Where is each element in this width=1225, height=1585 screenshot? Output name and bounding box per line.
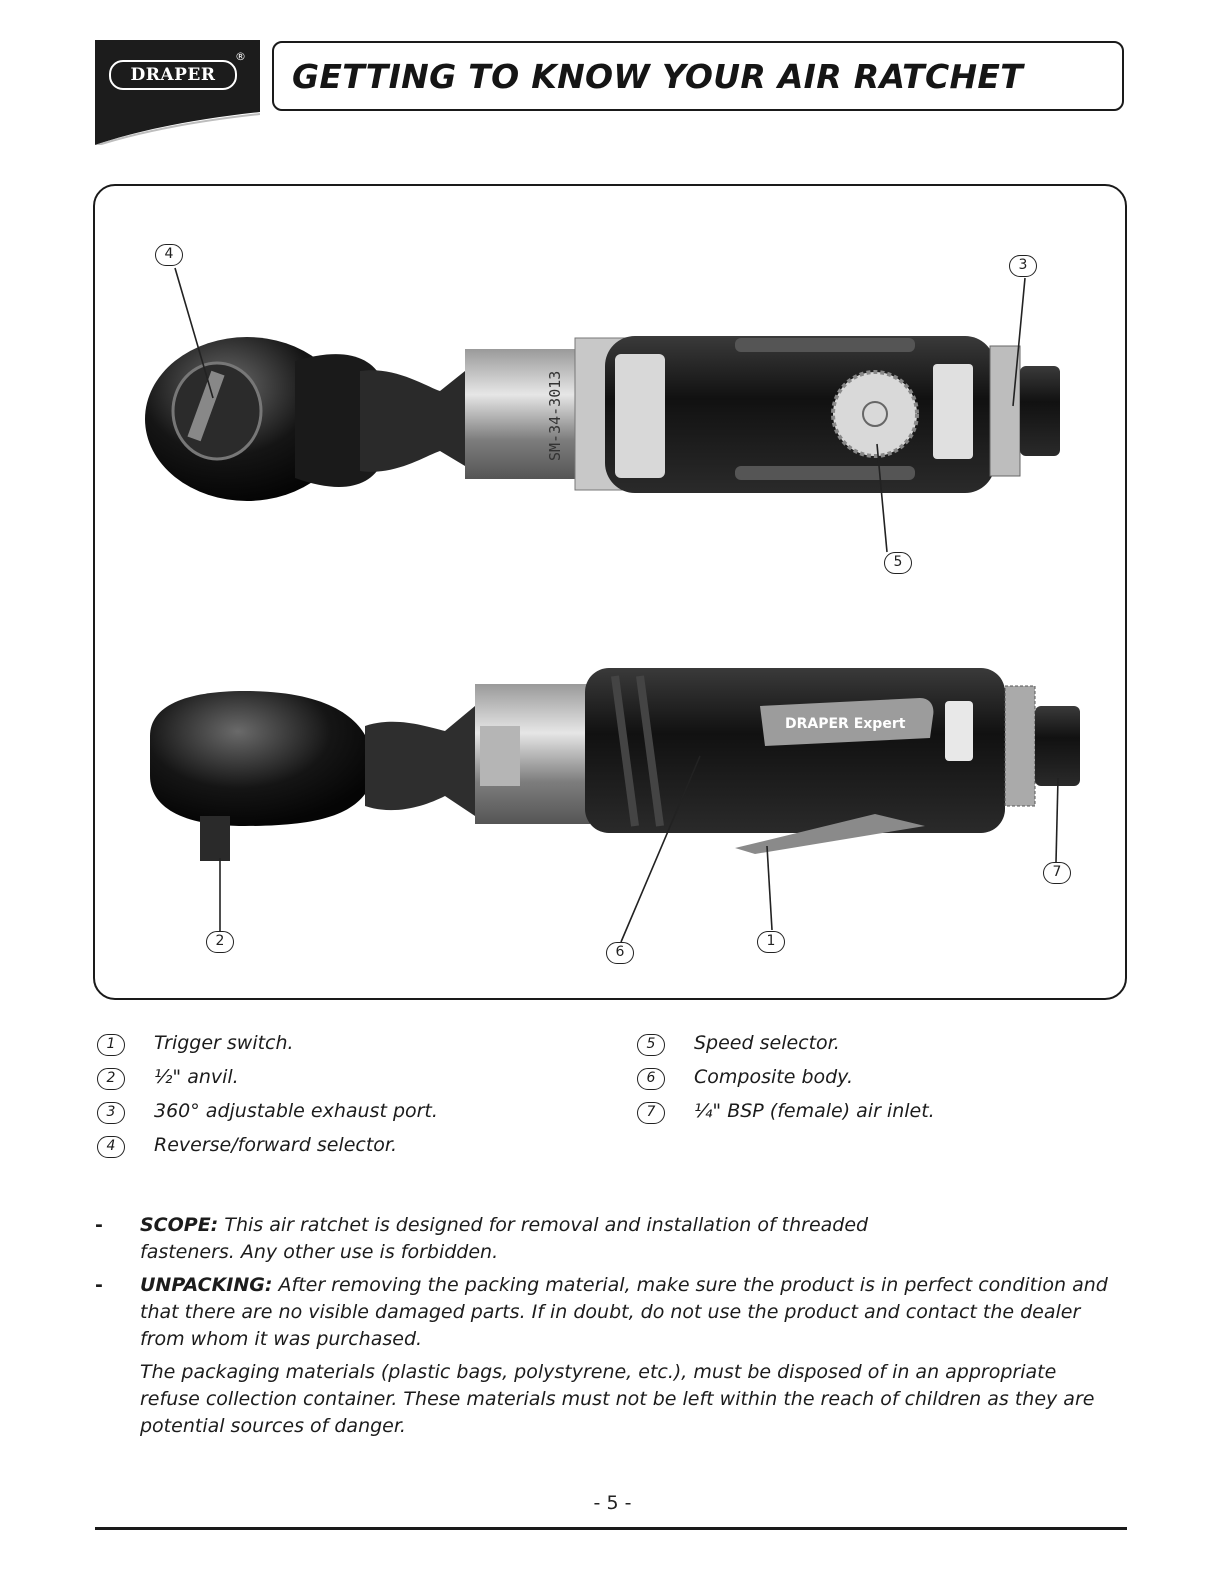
scope-text: This air ratchet is designed for removal and installation of threaded fasteners. Any other use is forbidden. — [140, 1214, 869, 1263]
legend-label: Composite body. — [694, 1066, 853, 1088]
unpacking-text: After removing the packing material, make sure the product is in perfect condition and that there are no visible damaged parts. If in doubt, do not use the product and contact the dealer from whom it was purchased. — [140, 1274, 1108, 1350]
bullet-dash: - — [95, 1214, 103, 1236]
legend-item — [637, 1066, 1137, 1100]
registered-mark: ® — [235, 50, 246, 63]
legend-label: ¼" BSP (female) air inlet. — [694, 1100, 935, 1122]
legend-left-column — [97, 1032, 597, 1168]
legend-number: 6 — [637, 1068, 665, 1090]
footer-divider — [95, 1527, 1127, 1530]
legend-number: 7 — [637, 1102, 665, 1124]
scope-paragraph — [95, 1212, 1125, 1266]
ratchet-top-view — [95, 186, 1060, 501]
legend-right-column — [637, 1032, 1137, 1134]
logo-wordmark: DRAPER — [109, 60, 237, 90]
air-ratchet-drawing — [95, 186, 1127, 1000]
page-title-box — [272, 41, 1124, 111]
tool-illustration — [93, 184, 1127, 1000]
legend-number: 2 — [97, 1068, 125, 1090]
legend-item — [637, 1032, 1137, 1066]
callout-5: 5 — [884, 552, 912, 574]
legend-label: 360° adjustable exhaust port. — [154, 1100, 438, 1122]
unpacking-paragraph — [95, 1272, 1125, 1353]
unpacking-label: UNPACKING: — [140, 1274, 273, 1296]
legend-item — [97, 1066, 597, 1100]
callout-4: 4 — [155, 244, 183, 266]
callout-3: 3 — [1009, 255, 1037, 277]
legend-item — [637, 1100, 1137, 1134]
legend-label: Reverse/forward selector. — [154, 1134, 398, 1156]
callout-7: 7 — [1043, 862, 1071, 884]
legend-label: Trigger switch. — [154, 1032, 294, 1054]
legend-label: Speed selector. — [694, 1032, 840, 1054]
legend-item — [97, 1100, 597, 1134]
model-engraving: SM-34-3013 — [546, 370, 564, 461]
scope-label: SCOPE: — [140, 1214, 219, 1236]
legend-item — [97, 1032, 597, 1066]
callout-2: 2 — [206, 931, 234, 953]
packaging-paragraph — [95, 1359, 1125, 1440]
bullet-dash: - — [95, 1274, 103, 1296]
page-title: GETTING TO KNOW YOUR AIR RATCHET — [292, 57, 1024, 96]
ratchet-side-view — [150, 668, 1080, 861]
legend-number: 3 — [97, 1102, 125, 1124]
draper-logo — [95, 40, 260, 145]
legend-item — [97, 1134, 597, 1168]
packaging-text: The packaging materials (plastic bags, polystyrene, etc.), must be disposed of in an appropriate refuse collection container. These materials must not be left within the reach of children as they are potential sources of danger. — [140, 1361, 1095, 1437]
legend-number: 1 — [97, 1034, 125, 1056]
legend-label: ½" anvil. — [154, 1066, 239, 1088]
callout-6: 6 — [606, 942, 634, 964]
legend-number: 5 — [637, 1034, 665, 1056]
tool-brand-label: DRAPER Expert — [785, 716, 906, 732]
legend-number: 4 — [97, 1136, 125, 1158]
callout-1: 1 — [757, 931, 785, 953]
page-number: - 5 - — [593, 1492, 632, 1514]
